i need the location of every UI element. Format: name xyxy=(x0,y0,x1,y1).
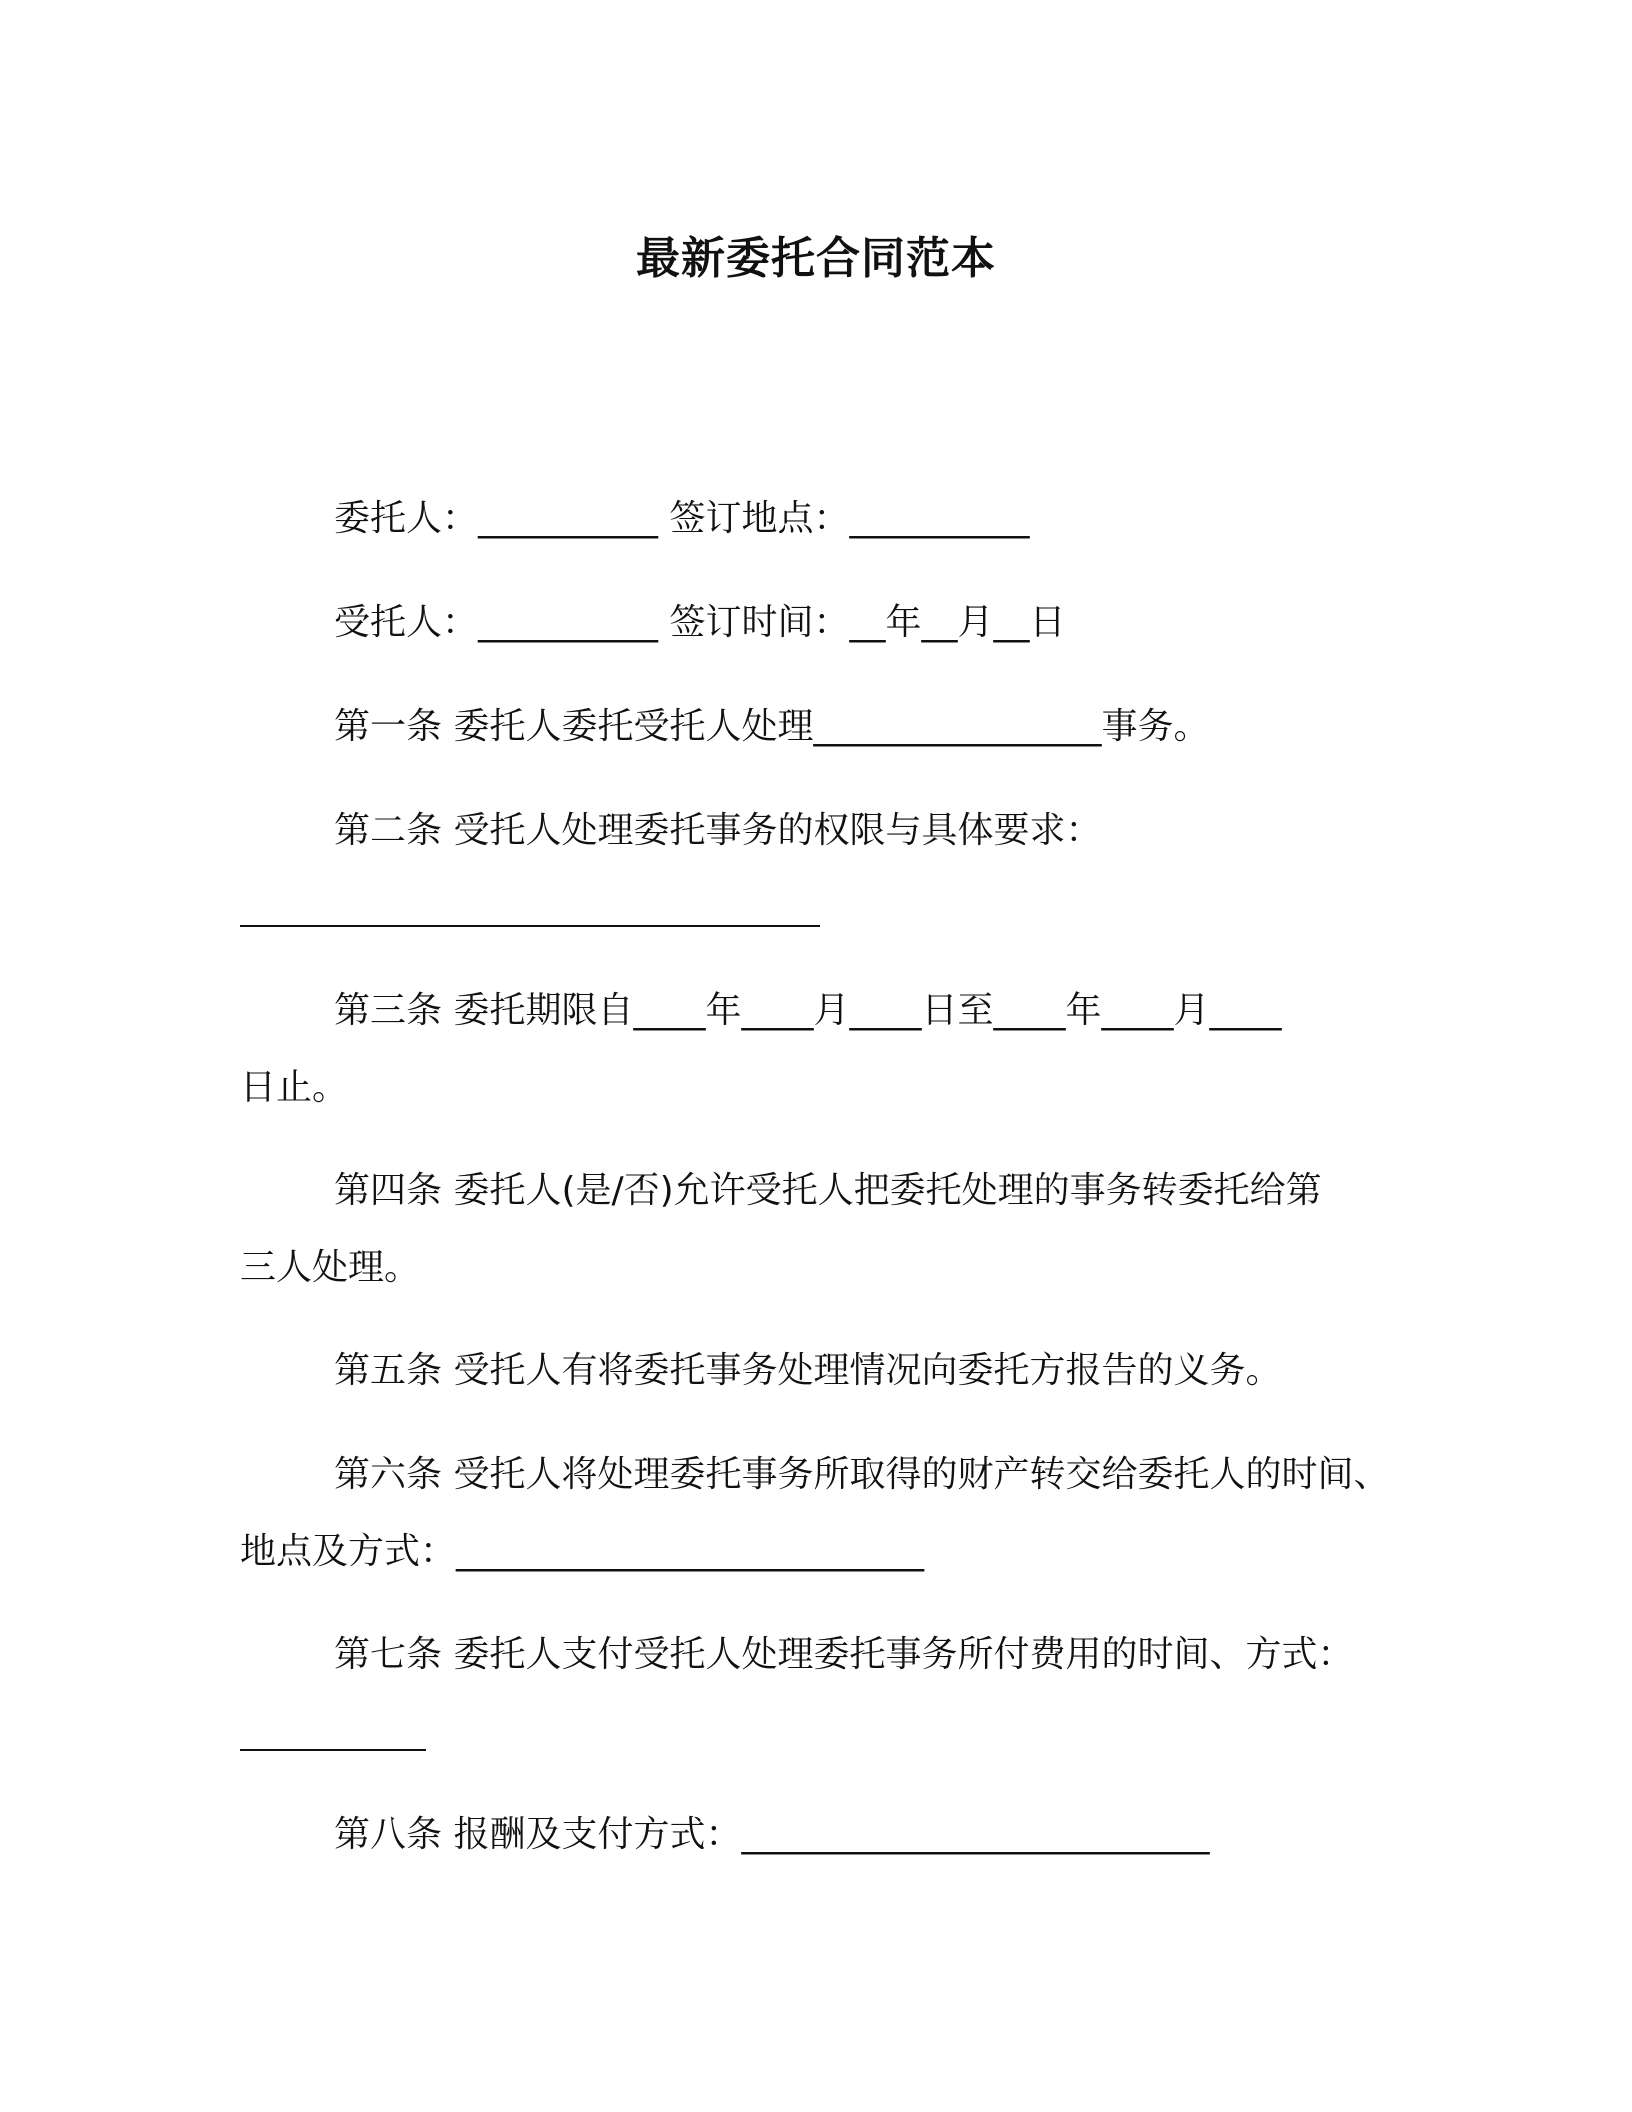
article-8: 第八条 报酬及支付方式：__________________________ xyxy=(334,1814,1210,1855)
article-3-line-1: 第三条 委托期限自____年____月____日至____年____月____ xyxy=(334,990,1282,1031)
article-5: 第五条 受托人有将委托事务处理情况向委托方报告的义务。 xyxy=(334,1350,1282,1391)
article-4-line-1: 第四条 委托人(是/否)允许受托人把委托处理的事务转委托给第 xyxy=(334,1170,1322,1211)
article-2: 第二条 受托人处理委托事务的权限与具体要求： xyxy=(334,810,1102,851)
article-6-line-1: 第六条 受托人将处理委托事务所取得的财产转交给委托人的时间、 xyxy=(334,1454,1390,1495)
article-4-line-2: 三人处理。 xyxy=(240,1247,421,1288)
article-2-blank-line xyxy=(240,925,820,927)
trustee-line: 受托人：__________ 签订时间：__年__月__日 xyxy=(334,602,1066,643)
entrustor-line: 委托人：__________ 签订地点：__________ xyxy=(334,498,1030,539)
document-title: 最新委托合同范本 xyxy=(636,233,996,284)
article-6-line-2: 地点及方式：__________________________ xyxy=(240,1531,925,1572)
article-1: 第一条 委托人委托受托人处理________________事务。 xyxy=(334,706,1210,747)
article-7: 第七条 委托人支付受托人处理委托事务所付费用的时间、方式： xyxy=(334,1634,1354,1675)
article-7-blank-line xyxy=(240,1749,426,1751)
article-3-line-2: 日止。 xyxy=(240,1067,349,1108)
